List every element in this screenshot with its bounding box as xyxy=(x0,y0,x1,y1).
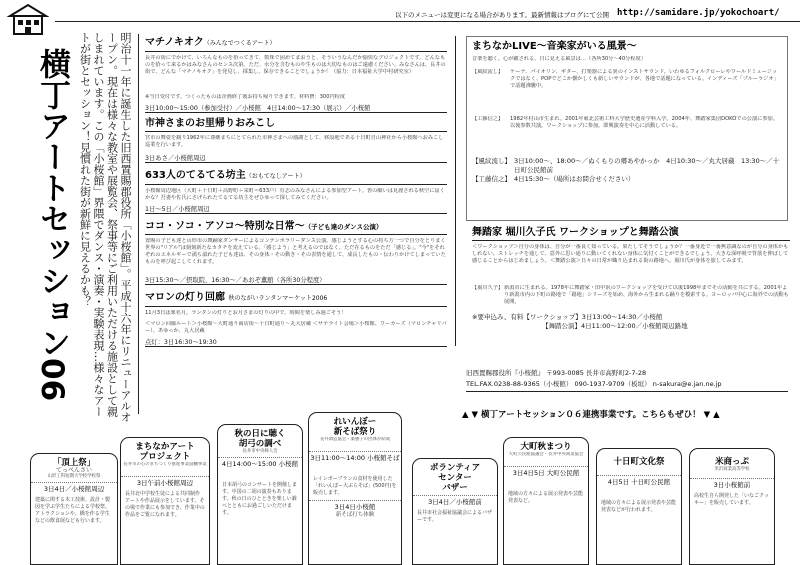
event-card-kokyu[interactable] xyxy=(217,424,303,565)
event-schedule: 3日15:30〜／摂取院、16:30〜／あおぞ薫舘（各所30分程度） xyxy=(145,276,447,285)
event-schedule: 3日10:00〜、18:00〜／ぬくもりの郷あやかっか 4日10:30〜／丸大居蔵 13:30〜／十日町公民館前 xyxy=(514,157,780,174)
artist-bio: ケーナ、パイオリン、ギター、打楽器による異のインストサウンド。いわゆるフォルクローレやワールドミュージックではなく、POPでどこか懐かしくも新しいサウンドが、各地で話題になっている。インディーズ「ブルーラジオ」で話題沸騰中。 xyxy=(510,69,779,89)
schedule-label: 【工藤信之】 xyxy=(472,175,511,183)
event-ichigami xyxy=(145,117,447,163)
event-title: ココ・ソコ・アソコ〜特別な日常〜 xyxy=(145,221,305,232)
card-body: 日本胡弓のコンサートを開催します。中国の二胡の演奏もあります。秋の日のひとときを楽しい調べとともにお過ごしいただけます。 xyxy=(222,482,298,516)
event-live xyxy=(466,36,788,221)
card-title-2: 新そば祭り xyxy=(333,427,377,437)
artist-label: 【風紋流し】 xyxy=(472,69,504,75)
contact-org: 旧西置賜郡役所『小桜館』 〒993-0085 長井市高野町2-7-28 xyxy=(466,369,647,377)
card-organizer: 長井酒造協会・薬膳子の団体が結成 xyxy=(319,437,391,442)
event-card-rainbow-soba[interactable] xyxy=(308,412,402,565)
event-note: ※当日受付です。つくったものは企画終了後お持ち帰りできます。材料費：300円程度 xyxy=(145,94,346,100)
card-title-2: センター xyxy=(438,473,472,483)
event-body: 音楽を聴く。心が躍される。日に見える風景は…（各所30分〜40分程度） xyxy=(472,56,646,62)
event-card-volunteer-bazaar[interactable] xyxy=(412,458,498,565)
event-schedule: 3日あさ／小桜館周辺 xyxy=(145,154,447,163)
house-logo xyxy=(6,2,50,38)
card-organizer: 山形工科短期大学校学校祭 xyxy=(47,474,101,479)
card-title-3: バザー xyxy=(442,483,468,493)
event-body: 宮市の舞姿を観り1962年に尊継まちにとてられた市神さまへの感謝として、移設地である十日町自山神社から小桜館へおみこし巡業を行います。 xyxy=(145,135,444,148)
event-title: まちなかLIVE〜音楽家がいる風景〜 xyxy=(472,41,637,52)
event-body: 置賜の子ども達と山形市の舞踊家ダンサーによるコンテンポラリーダンス公演。感じようとする心の持ち方一つで自分をとりまく世界の"リアル"は刻刻新たなカタチを変えている。「感じよう」と考えるのではなく、ただ在るものをただ「感じる」。"今"をそれぞれのエネルギーで満ち溢れた子ども達は、その身体・その動き・その表情を通して、成長したもの・伝わりかけてしまっていたものを呼び起こしてくれます。 xyxy=(145,238,446,265)
card-body: 高校生自ら開発した「いなごクッキー」を販売しています。 xyxy=(694,493,770,506)
event-marron xyxy=(145,291,447,347)
event-card-omachi-festival[interactable] xyxy=(503,437,589,565)
event-subtitle: （みんなでつくるアート） xyxy=(203,40,276,47)
event-teruteru xyxy=(145,169,447,214)
card-title: ボランティア xyxy=(429,463,481,473)
related-events-banner: ▲ ▼ 横丁アートセッション０６連携事業です。こちらもぜひ！ ▼ ▲ xyxy=(462,410,720,420)
card-date: 3日4日／小桜館前 xyxy=(413,495,497,507)
contact-tel: TEL.FAX.0238-88-9365（小桜館） 090-1937-9709（板垣） n-sakura@e.jan.ne.jp xyxy=(466,380,722,388)
card-title: 十日町文化祭 xyxy=(613,457,665,467)
event-machinokioku xyxy=(145,36,447,113)
event-card-tokamachi-culture[interactable] xyxy=(596,448,682,565)
schedule-label: 【風紋流し】 xyxy=(472,157,511,165)
event-note: ＜マロン回廊ルート＞小桜館〜大町通り商店街〜十日町通り〜丸大居蔵 ＜サテライト会場＞小桜館、ワーカーズ（マロンチャリバー）、あゆっか、丸大居蔵 xyxy=(145,321,447,334)
card-date: 4日14:00〜15:00 小桜館 xyxy=(218,457,302,479)
blog-url[interactable]: http://samidare.jp/yokochoart/ xyxy=(617,8,780,18)
card-title-2: 胡弓の調べ xyxy=(238,439,282,449)
card-title-2: プロジェクト xyxy=(139,452,191,462)
event-title: 633人のてるてる坊主 xyxy=(145,170,246,181)
intro-text: 明治十一年に誕生した旧西置賜郡役所「小桜館」。平成十六年にリニューアルオープン。現在は様々な教室や展覧会、祭事等にご利用いただける施設として親しまれています。この「小桜館」界隈でダンス・演奏・実験表現…様々なアートが街とセッション！見慣れた街が新鮮に見えるかも？ xyxy=(78,32,132,423)
card-body: 長井市社会福祉協議会によるバザーです。 xyxy=(417,510,493,523)
card-title: 大町秋まつり xyxy=(520,442,572,452)
card-body: 地域の方々による展示発表や芸能発表などが行われます。 xyxy=(601,500,677,513)
event-schedule: 3日10:00〜15:00（参加受付）／小桜館 4日14:00〜17:30（展示）／小桜館 xyxy=(145,104,447,113)
event-title: マロンの灯り回廊 xyxy=(145,292,225,303)
card-title: れいんぼー xyxy=(333,417,377,427)
card-title: まちなかアート xyxy=(135,442,195,452)
card-date: 3日11:00〜14:00 小桜館そば xyxy=(309,451,401,473)
event-card-machinaka-art[interactable] xyxy=(120,437,210,565)
column-divider xyxy=(138,34,139,414)
card-date: 3日小桜館前 xyxy=(690,478,774,490)
event-butoh xyxy=(472,226,790,331)
artist-bio: 1982年村山市生まれ。2001年東北芸術工科大学歴史遺産学科入学。2004年、舞踏家集団DOKOでの公演に参加。以後参数共演。ワークショップに参加。即興演奏を中心に活動している。 xyxy=(510,116,778,129)
card-date-2: 3日4日小桜館 xyxy=(309,500,401,512)
event-subtitle: （おもてなしアート） xyxy=(245,173,306,180)
page-title: 横丁アートセッション06 xyxy=(34,48,70,402)
booking-note-2: 【舞踏公演】4日11:00〜12:00／小桜館周辺路地 xyxy=(542,322,688,330)
event-title: マチノキオク xyxy=(145,37,204,48)
card-organizer: 大町公民館協議会・長井中央商業協会 xyxy=(508,452,584,457)
event-schedule: 1日〜5日／小桜館周辺 xyxy=(145,205,447,214)
event-body: 小桜館周辺地区（大町＋十日町＋高野町＋栄町＝633戸）有志のみなさんによる参加型アート。皆の願いは見渡される秋空に届くかな？吾妻や佐氏にさげられたてるてる坊主をぜひゆって探してみてください。 xyxy=(145,188,445,201)
event-body: 長井の街にでかけて、いろんなものを拾ってきて、数珠で固めてまおうと、そういうなんだか愉快なプロジェクトです。どんなものを拾って来るかはみなさんのセンス次第。ただ、水分を含むものや生ものは大切なものはご遠慮ください。みなさんは、長井の街で、どんな「マチノキオク」を発見し、採集し、保存できることでしょうか！（協力：日本福祉大学中村研究室） xyxy=(145,55,446,75)
artist-label: 【工藤信之】 xyxy=(472,116,504,122)
card-body-2: 新そば打ち体験 xyxy=(335,512,375,518)
card-body: 長井北中学校生徒による共同制作アートや作品展示をしています。その場で作業にも参加でき、作業中の作品をご覧になれます。 xyxy=(125,491,205,518)
card-body: レインボーブランの食材を使用した「れいんぼー大ぶらそば」(500円)を販売します。 xyxy=(313,476,397,496)
card-title-reading: てっぺんさい xyxy=(55,467,92,474)
event-title: 舞踏家 堀川久子氏 ワークショップと舞踏公演 xyxy=(472,227,679,238)
contact-rule xyxy=(466,391,788,392)
event-card-chojosai[interactable] xyxy=(30,453,118,565)
card-organizer: 米沢商業高等学校 xyxy=(714,467,750,472)
card-title: 米商っぷ xyxy=(714,457,749,467)
card-date: 3日午前小桜館周辺 xyxy=(121,476,209,488)
card-organizer: 長井市の心のまちづくり推進事業協働事業 xyxy=(123,462,207,467)
event-title: 市神さまのお里帰りおみこし xyxy=(145,118,275,129)
event-subtitle: 秋のながいランタンマーケット2006 xyxy=(228,295,328,302)
right-column-divider xyxy=(455,36,456,346)
card-body: 建築に関する木工技術、設計・製図を学ぶ学生たちによる学校祭。アトラクションや、橋を作る学生などの飲食展なども行います。 xyxy=(35,497,111,524)
event-schedule: 4日15:30〜（場所はお問合せください） xyxy=(514,175,635,183)
event-dance xyxy=(145,220,447,285)
card-title: 秋の日に聴く xyxy=(234,429,286,439)
middle-column xyxy=(145,36,447,347)
card-title: 「頂上祭」 xyxy=(52,458,96,468)
booking-note: ※要申込み、有料【ワークショップ】3日13:00〜14:30／小桜館 xyxy=(472,313,663,321)
event-body: ＜ワークショップ＞自分の身体は、自分が一番良く知っている。果たしてそうでしょうか？一番身近で一番無意識なのが自分の身体かもしれない。ストレッチを通して、意外に思い通りに動いてくれない身体に気付くことができるでしょう。大きな深呼吸で背筋を伸ばして感じることからはじめましょう。＜舞踏公演＞日々の日常が織り込まれる街の路地へ。堀川氏が身体を旅してみます。 xyxy=(472,244,789,264)
event-subtitle: （子ども達のダンス公演） xyxy=(304,223,383,231)
card-body: 地域の方々による展示発表や芸能発表など。 xyxy=(508,491,584,504)
event-card-beishoppu[interactable] xyxy=(689,448,775,565)
artist-label: 【堀川久子】 xyxy=(472,285,504,291)
card-date: 3日4日／小桜館周辺 xyxy=(31,482,117,494)
event-body: 11月3日は栗名月。ランタンの灯りとお月さまの灯りの中で、時間を楽しみ過ごそう！ xyxy=(145,310,347,316)
artist-bio: 新潟市に生まれる。1978年に舞踏家・田中泯のワークショップを受けて以後1998年までその活動を共にする。2001年より新潟市内の下町の路地で「路地」シリーズを始め、海外から生まれる踊りを模索する。ヨーロッパ中心に海外での活動も展開。 xyxy=(504,285,789,305)
header-rule xyxy=(55,21,800,22)
event-schedule: 点灯：3日16:30〜19:30 xyxy=(145,338,447,347)
header-notice: 以下のメニューは変更になる場合があります。最新情報はブログにて公開 xyxy=(395,11,609,19)
card-organizer: 長井市中央婦人会 xyxy=(242,449,278,454)
card-date: 4日5日 十日町公民館 xyxy=(597,475,681,497)
card-date: 3日4日5日 大町公民館 xyxy=(504,466,588,488)
